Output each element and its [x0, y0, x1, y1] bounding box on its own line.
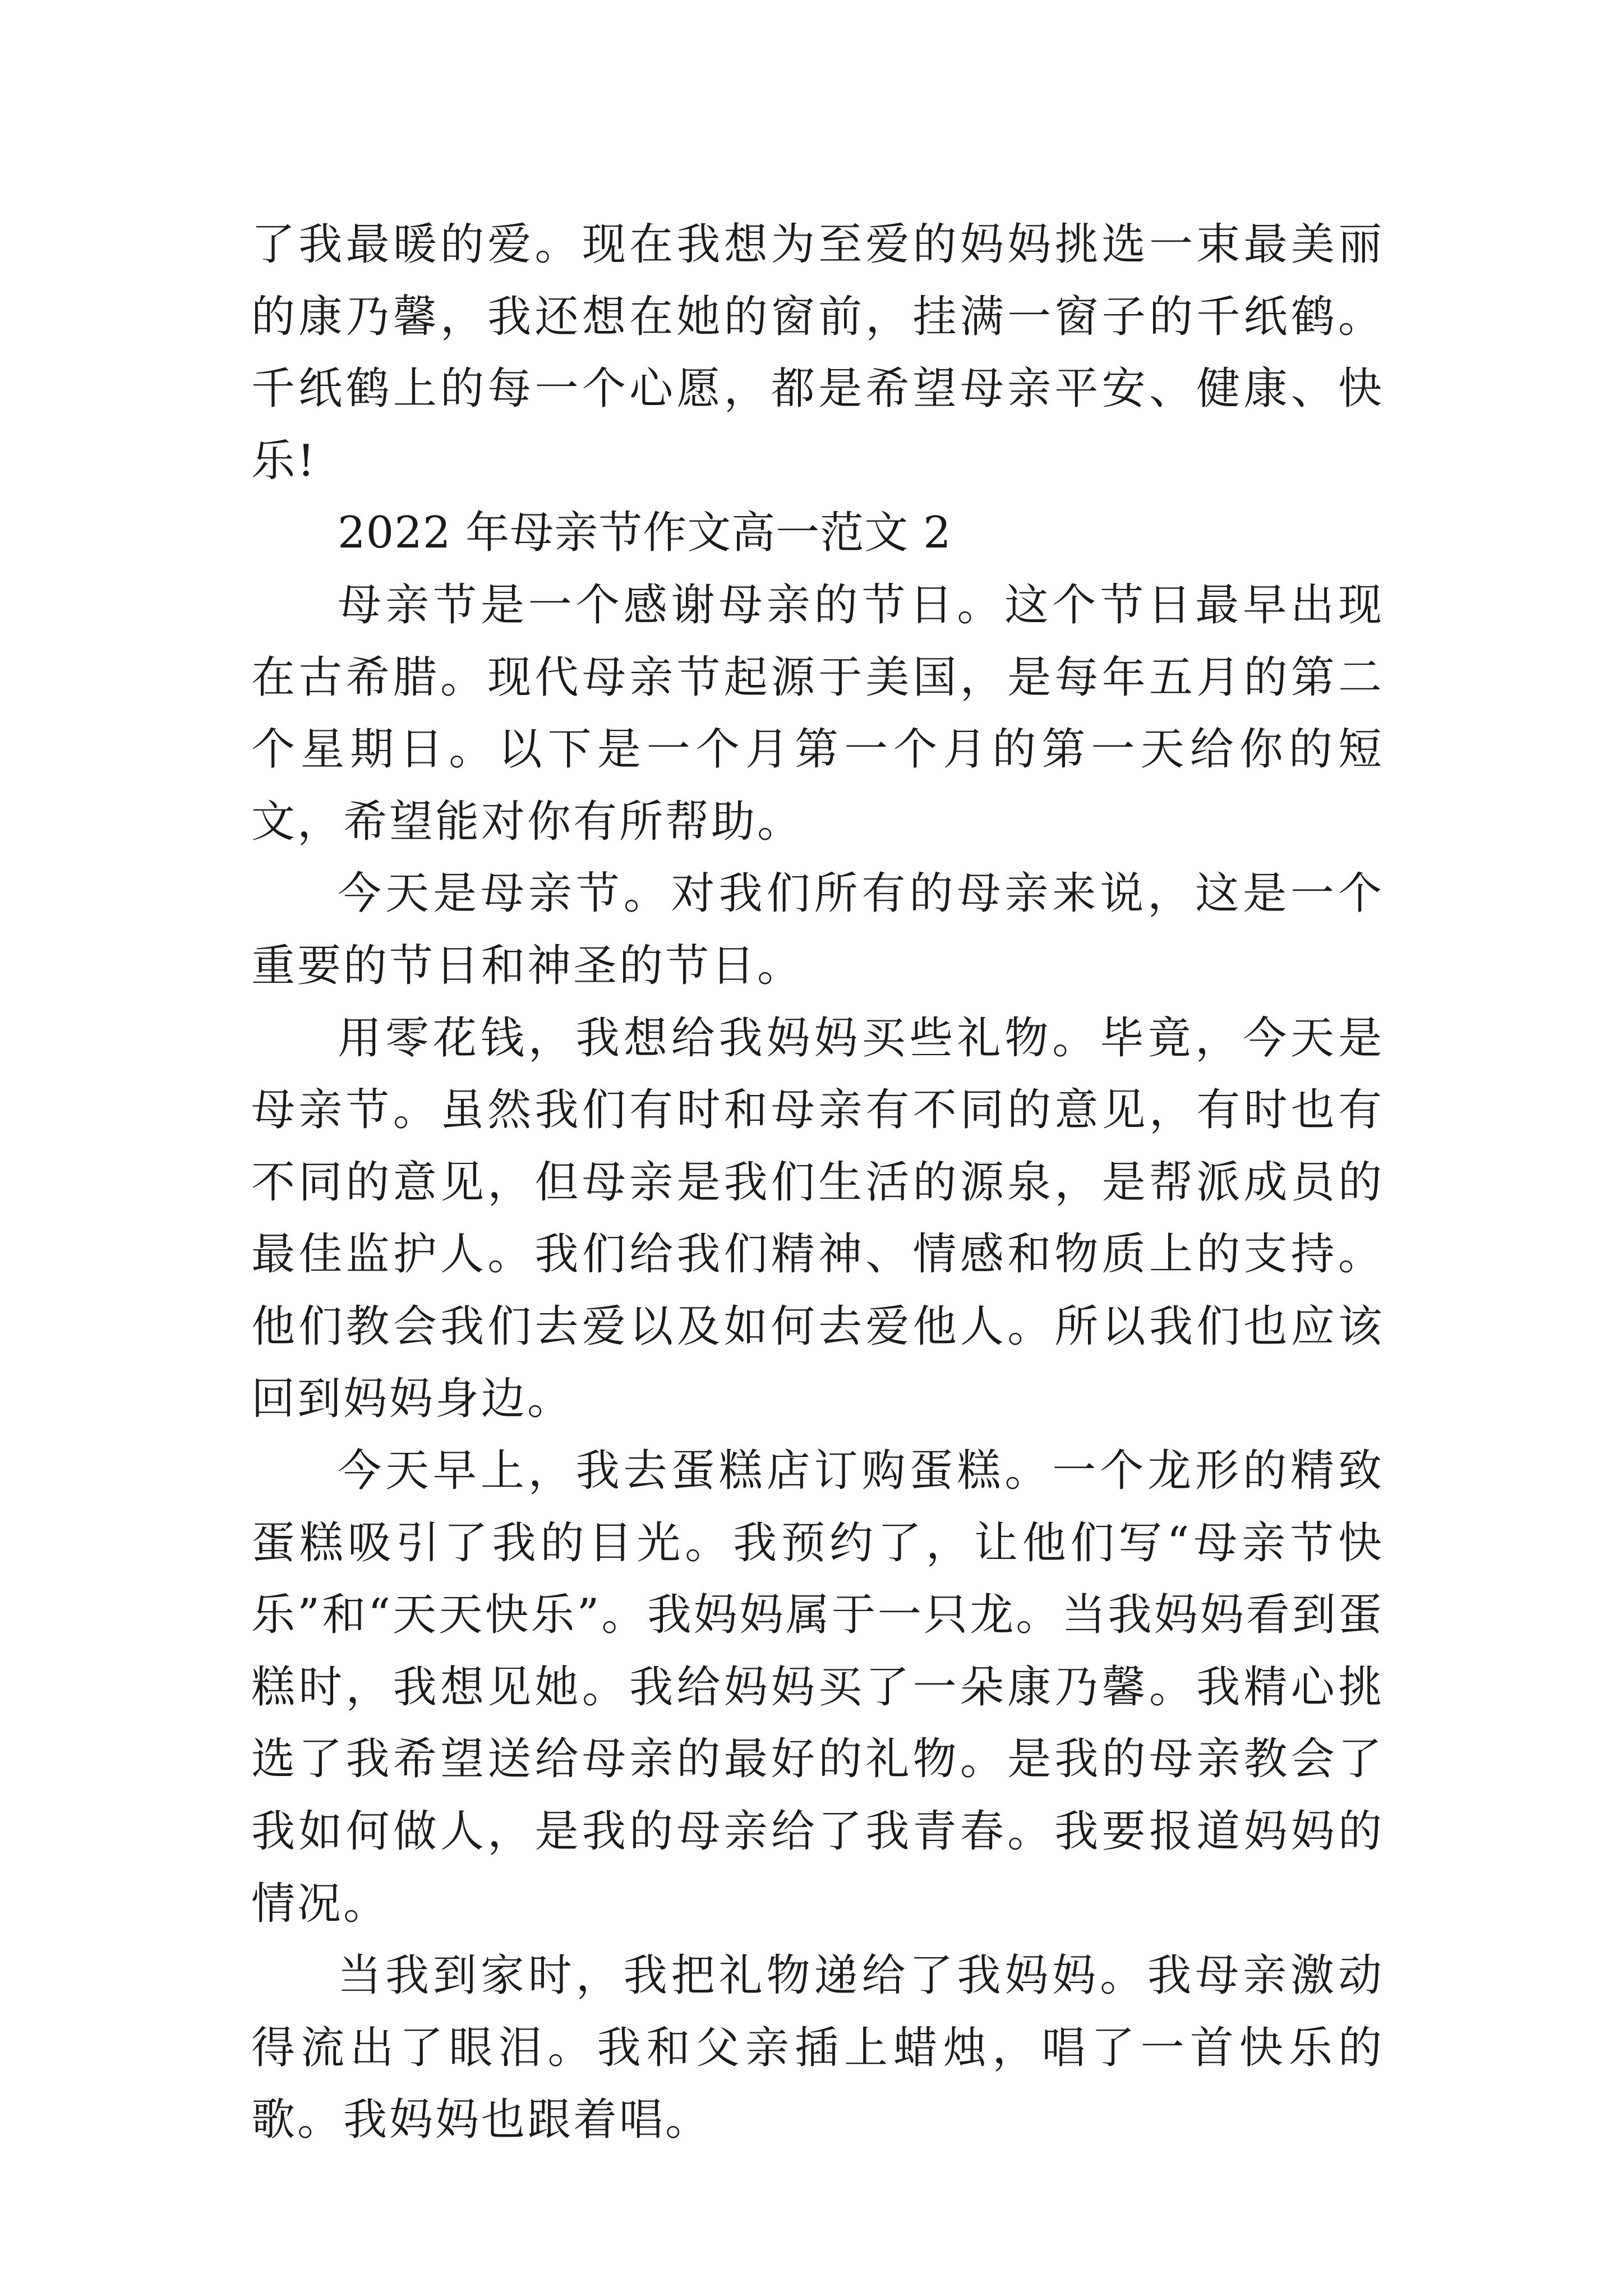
paragraph-6: 当我到家时，我把礼物递给了我妈妈。我母亲激动得流出了眼泪。我和父亲插上蜡烛，唱了一首快乐的歌。我妈妈也跟着唱。 — [251, 1950, 1384, 2146]
paragraph-1: 了我最暖的爱。现在我想为至爱的妈妈挑选一束最美丽的康乃馨，我还想在她的窗前，挂满一窗子的千纸鹤。千纸鹤上的每一个心愿，都是希望母亲平安、健康、快乐! — [251, 219, 1384, 486]
paragraph-5: 今天早上，我去蛋糕店订购蛋糕。一个龙形的精致蛋糕吸引了我的目光。我预约了，让他们写“母亲节快乐”和“天天快乐”。我妈妈属于一只龙。当我妈妈看到蛋糕时，我想见她。我给妈妈买了一朵康乃馨。我精心挑选了我希望送给母亲的最好的礼物。是我的母亲教会了我如何做人，是我的母亲给了我青春。我要报道妈妈的情况。 — [251, 1446, 1384, 1929]
paragraph-3: 今天是母亲节。对我们所有的母亲来说，这是一个重要的节日和神圣的节日。 — [251, 868, 1384, 991]
section-heading: 2022 年母亲节作文高一范文 2 — [338, 508, 952, 559]
paragraph-2: 母亲节是一个感谢母亲的节日。这个节日最早出现在古希腊。现代母亲节起源于美国，是每年五月的第二个星期日。以下是一个月第一个月的第一天给你的短文，希望能对你有所帮助。 — [251, 579, 1384, 847]
document-body — [251, 209, 1384, 2156]
paragraph-4: 用零花钱，我想给我妈妈买些礼物。毕竟，今天是母亲节。虽然我们有时和母亲有不同的意见，有时也有不同的意见，但母亲是我们生活的源泉，是帮派成员的最佳监护人。我们给我们精神、情感和物质上的支持。他们教会我们去爱以及如何去爱他人。所以我们也应该回到妈妈身边。 — [251, 1013, 1384, 1424]
